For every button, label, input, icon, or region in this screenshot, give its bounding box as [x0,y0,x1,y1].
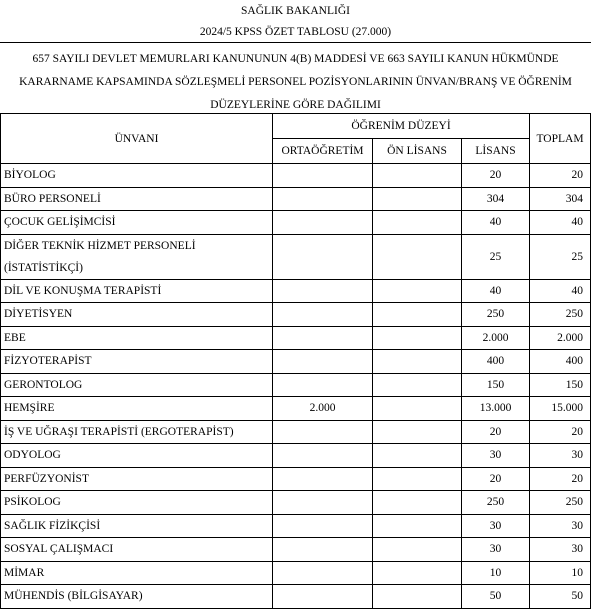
table-row [1,234,591,279]
row-title: MİMAR [4,566,45,579]
row-title-cell [1,538,273,562]
secondary-cell [273,514,373,538]
secondary-cell [273,303,373,327]
subtitle-line: DÜZEYLERİNE GÖRE DAĞILIMI [210,99,381,111]
row-title-cell [1,303,273,327]
bachelor-cell: 250 [462,491,530,515]
row-title-continued: (İSTATİSTİKÇİ) [4,261,83,274]
total-cell: 400 [530,350,591,374]
total-cell: 30 [530,514,591,538]
secondary-cell [273,491,373,515]
bachelor-cell: 30 [462,444,530,468]
bachelor-cell: 150 [462,373,530,397]
secondary-cell [273,326,373,350]
associate-cell [373,585,462,609]
row-title: BİYOLOG [4,169,56,182]
associate-cell [373,397,462,421]
associate-cell [373,164,462,188]
secondary-cell [273,467,373,491]
table-body [1,164,591,609]
bachelor-cell: 20 [462,420,530,444]
summary-table-title: 2024/5 KPSS ÖZET TABLOSU (27.000) [199,26,392,38]
row-title: DİYETİSYEN [4,308,73,321]
col-header-total: TOPLAM [530,114,591,164]
row-title-cell [1,234,273,279]
bachelor-cell: 50 [462,585,530,609]
secondary-cell [273,164,373,188]
table-row [1,585,591,609]
col-header-secondary: ORTAÖĞRETİM [273,139,373,164]
associate-cell [373,234,462,279]
bachelor-cell: 400 [462,350,530,374]
table-row [1,187,591,211]
total-cell: 30 [530,444,591,468]
bachelor-cell: 250 [462,303,530,327]
row-title: PSİKOLOG [4,496,61,509]
associate-cell [373,420,462,444]
row-title-cell [1,420,273,444]
table-row [1,397,591,421]
bachelor-cell: 30 [462,514,530,538]
row-title: DİĞER TEKNİK HİZMET PERSONELİ [4,239,196,252]
associate-cell [373,491,462,515]
secondary-cell [273,420,373,444]
row-title: ÇOCUK GELİŞİMCİSİ [4,216,116,229]
associate-cell [373,561,462,585]
table-row [1,467,591,491]
row-title: BÜRO PERSONELİ [4,192,101,205]
table-subtitle [0,42,591,112]
associate-cell [373,211,462,235]
bachelor-cell: 20 [462,164,530,188]
row-title: FİZYOTERAPİST [4,355,92,368]
associate-cell [373,467,462,491]
ministry-title: SAĞLIK BAKANLIĞI [241,5,350,17]
subtitle-line: 657 SAYILI DEVLET MEMURLARI KANUNUNUN 4(B) MADDESİ VE 663 SAYILI KANUN HÜKMÜNDE [32,53,559,65]
table-row [1,164,591,188]
row-title: ODYOLOG [4,449,61,462]
bachelor-cell: 40 [462,279,530,303]
secondary-cell [273,538,373,562]
col-header-education-level: ÖĞRENİM DÜZEYİ [273,114,530,139]
row-title-cell [1,350,273,374]
row-title: İŞ VE UĞRAŞI TERAPİSTİ (ERGOTERAPİST) [4,425,234,438]
subtitle-line: KARARNAME KAPSAMINDA SÖZLEŞMELİ PERSONEL POZİSYONLARININ ÜNVAN/BRANŞ VE ÖĞRENİM [19,76,572,88]
row-title-cell [1,514,273,538]
total-cell: 25 [530,234,591,279]
associate-cell [373,444,462,468]
table-row [1,444,591,468]
total-cell: 150 [530,373,591,397]
bachelor-cell: 30 [462,538,530,562]
secondary-cell [273,187,373,211]
col-header-bachelor: LİSANS [462,139,530,164]
row-title-cell [1,444,273,468]
secondary-cell [273,585,373,609]
total-cell: 20 [530,420,591,444]
total-cell: 30 [530,538,591,562]
table-row [1,514,591,538]
secondary-cell [273,561,373,585]
table-row [1,538,591,562]
row-title: EBE [4,331,26,344]
table-row [1,491,591,515]
row-title: SAĞLIK FİZİKÇİSİ [4,519,101,532]
associate-cell [373,187,462,211]
row-title-cell [1,164,273,188]
secondary-cell [273,444,373,468]
row-title-cell [1,211,273,235]
secondary-cell [273,373,373,397]
row-title-cell [1,326,273,350]
total-cell: 50 [530,585,591,609]
distribution-table [0,113,591,609]
secondary-cell [273,234,373,279]
secondary-cell: 2.000 [273,397,373,421]
associate-cell [373,538,462,562]
total-cell: 40 [530,279,591,303]
row-title-cell [1,561,273,585]
row-title-cell [1,187,273,211]
bachelor-cell: 25 [462,234,530,279]
total-cell: 2.000 [530,326,591,350]
table-row [1,279,591,303]
bachelor-cell: 304 [462,187,530,211]
secondary-cell [273,211,373,235]
table-row [1,373,591,397]
associate-cell [373,514,462,538]
total-cell: 15.000 [530,397,591,421]
row-title-cell [1,491,273,515]
total-cell: 20 [530,467,591,491]
associate-cell [373,350,462,374]
row-title: SOSYAL ÇALIŞMACI [4,543,114,556]
row-title: HEMŞİRE [4,402,55,415]
col-header-title: ÜNVANI [1,114,273,164]
table-row [1,211,591,235]
table-row [1,561,591,585]
row-title: PERFÜZYONİST [4,472,89,485]
bachelor-cell: 10 [462,561,530,585]
associate-cell [373,373,462,397]
bachelor-cell: 40 [462,211,530,235]
bachelor-cell: 20 [462,467,530,491]
row-title-cell [1,585,273,609]
table-row [1,303,591,327]
row-title-cell [1,373,273,397]
total-cell: 304 [530,187,591,211]
table-row [1,350,591,374]
total-cell: 250 [530,303,591,327]
total-cell: 250 [530,491,591,515]
total-cell: 20 [530,164,591,188]
col-header-associate: ÖN LİSANS [373,139,462,164]
associate-cell [373,303,462,327]
row-title-cell [1,397,273,421]
row-title: MÜHENDİS (BİLGİSAYAR) [4,590,143,603]
row-title: GERONTOLOG [4,378,83,391]
table-row [1,420,591,444]
total-cell: 10 [530,561,591,585]
associate-cell [373,326,462,350]
total-cell: 40 [530,211,591,235]
row-title: DİL VE KONUŞMA TERAPİSTİ [4,284,162,297]
table-row [1,326,591,350]
secondary-cell [273,279,373,303]
secondary-cell [273,350,373,374]
bachelor-cell: 13.000 [462,397,530,421]
row-title-cell [1,279,273,303]
row-title-cell [1,467,273,491]
associate-cell [373,279,462,303]
bachelor-cell: 2.000 [462,326,530,350]
